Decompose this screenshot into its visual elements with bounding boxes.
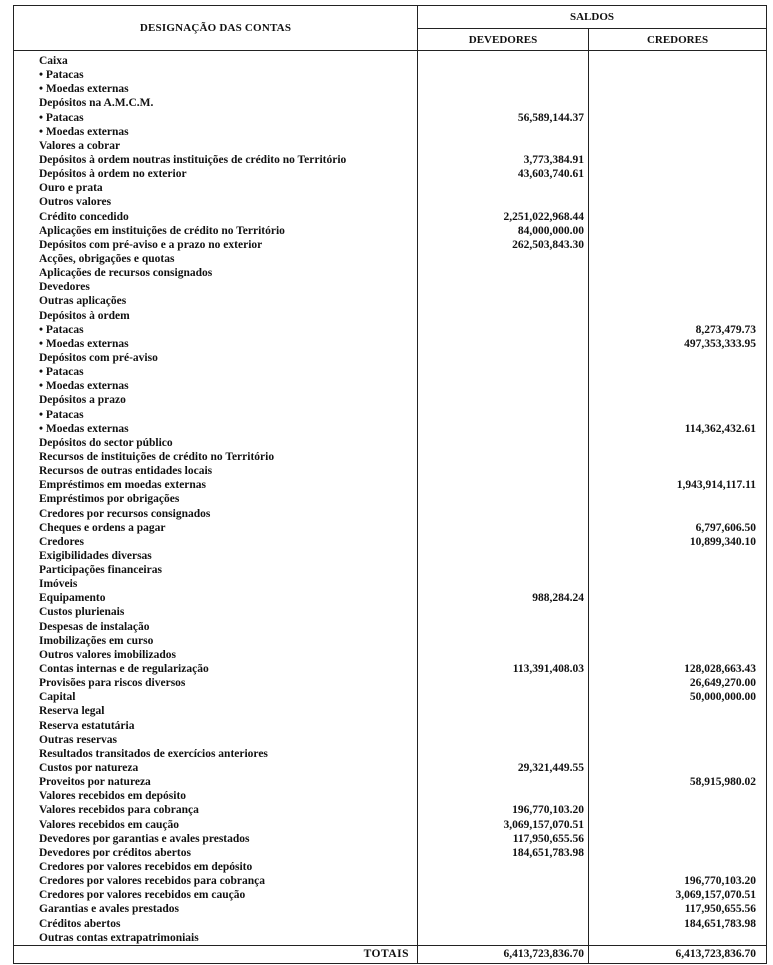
credit-value: 26,649,270.00 bbox=[589, 676, 767, 690]
table-row bbox=[14, 761, 767, 775]
account-label: Equipamento bbox=[14, 591, 418, 605]
credit-value bbox=[589, 379, 767, 393]
table-row bbox=[14, 733, 767, 747]
table-row bbox=[14, 393, 767, 407]
account-label: Imóveis bbox=[14, 577, 418, 591]
table-row bbox=[14, 337, 767, 351]
account-label: Aplicações de recursos consignados bbox=[14, 266, 418, 280]
credit-value bbox=[589, 365, 767, 379]
account-label: • Patacas bbox=[14, 111, 418, 125]
debit-value: 113,391,408.03 bbox=[418, 662, 589, 676]
table-row bbox=[14, 450, 767, 464]
debit-value bbox=[418, 902, 589, 916]
account-label: Despesas de instalação bbox=[14, 620, 418, 634]
credit-value bbox=[589, 450, 767, 464]
table-row bbox=[14, 832, 767, 846]
debit-value bbox=[418, 789, 589, 803]
table-row bbox=[14, 662, 767, 676]
table-row bbox=[14, 634, 767, 648]
table-row bbox=[14, 478, 767, 492]
credit-value bbox=[589, 648, 767, 662]
table-row bbox=[14, 917, 767, 931]
account-label: • Moedas externas bbox=[14, 337, 418, 351]
debit-value bbox=[418, 125, 589, 139]
balance-sheet bbox=[13, 5, 766, 961]
debit-value bbox=[418, 634, 589, 648]
account-label: Devedores por garantias e avales prestados bbox=[14, 832, 418, 846]
table-row bbox=[14, 747, 767, 761]
table-row bbox=[14, 535, 767, 549]
table-row bbox=[14, 323, 767, 337]
table-row bbox=[14, 379, 767, 393]
table-row bbox=[14, 238, 767, 252]
account-label: Crédito concedido bbox=[14, 210, 418, 224]
designation-header: DESIGNAÇÃO DAS CONTAS bbox=[14, 6, 418, 51]
account-label: Depósitos à ordem no exterior bbox=[14, 167, 418, 181]
account-label: Garantias e avales prestados bbox=[14, 902, 418, 916]
table-row bbox=[14, 719, 767, 733]
account-label: Empréstimos em moedas externas bbox=[14, 478, 418, 492]
account-label: Cheques e ordens a pagar bbox=[14, 521, 418, 535]
account-label: Custos plurienais bbox=[14, 605, 418, 619]
account-label: Resultados transitados de exercícios anteriores bbox=[14, 747, 418, 761]
credit-value bbox=[589, 309, 767, 323]
credit-value: 6,797,606.50 bbox=[589, 521, 767, 535]
credit-value bbox=[589, 634, 767, 648]
table-row bbox=[14, 125, 767, 139]
debit-value bbox=[418, 450, 589, 464]
credit-value bbox=[589, 846, 767, 860]
credit-value: 1,943,914,117.11 bbox=[589, 478, 767, 492]
credit-value bbox=[589, 549, 767, 563]
credit-value bbox=[589, 68, 767, 82]
credit-value bbox=[589, 153, 767, 167]
debit-value bbox=[418, 577, 589, 591]
table-row bbox=[14, 846, 767, 860]
debit-value bbox=[418, 492, 589, 506]
debit-value bbox=[418, 379, 589, 393]
debit-value bbox=[418, 351, 589, 365]
debit-header: DEVEDORES bbox=[418, 29, 589, 51]
credit-value bbox=[589, 719, 767, 733]
account-label: Contas internas e de regularização bbox=[14, 662, 418, 676]
credit-value bbox=[589, 139, 767, 153]
table-row bbox=[14, 775, 767, 789]
table-row bbox=[14, 82, 767, 96]
credit-value bbox=[589, 832, 767, 846]
table-row bbox=[14, 492, 767, 506]
debit-value bbox=[418, 690, 589, 704]
debit-value bbox=[418, 747, 589, 761]
table-row bbox=[14, 111, 767, 125]
table-row bbox=[14, 436, 767, 450]
account-label: Outras reservas bbox=[14, 733, 418, 747]
account-label: Custos por natureza bbox=[14, 761, 418, 775]
debit-value bbox=[418, 96, 589, 110]
account-rows bbox=[14, 51, 767, 946]
table-row bbox=[14, 704, 767, 718]
credit-value bbox=[589, 224, 767, 238]
credit-value: 196,770,103.20 bbox=[589, 874, 767, 888]
credit-value bbox=[589, 167, 767, 181]
balance-table bbox=[13, 5, 767, 964]
account-label: Imobilizações em curso bbox=[14, 634, 418, 648]
table-row bbox=[14, 648, 767, 662]
table-row bbox=[14, 577, 767, 591]
credit-value bbox=[589, 238, 767, 252]
table-row bbox=[14, 153, 767, 167]
table-row bbox=[14, 818, 767, 832]
debit-value: 3,069,157,070.51 bbox=[418, 818, 589, 832]
credit-value: 117,950,655.56 bbox=[589, 902, 767, 916]
account-label: Participações financeiras bbox=[14, 563, 418, 577]
account-label: Acções, obrigações e quotas bbox=[14, 252, 418, 266]
credit-value bbox=[589, 733, 767, 747]
table-row bbox=[14, 210, 767, 224]
credit-value bbox=[589, 82, 767, 96]
credit-value: 58,915,980.02 bbox=[589, 775, 767, 789]
account-label: • Moedas externas bbox=[14, 82, 418, 96]
debit-value bbox=[418, 507, 589, 521]
account-label: • Patacas bbox=[14, 408, 418, 422]
account-label: Depósitos a prazo bbox=[14, 393, 418, 407]
account-label: Ouro e prata bbox=[14, 181, 418, 195]
debit-value bbox=[418, 266, 589, 280]
debit-value bbox=[418, 195, 589, 209]
account-label: Depósitos na A.M.C.M. bbox=[14, 96, 418, 110]
account-label: Créditos abertos bbox=[14, 917, 418, 931]
debit-value bbox=[418, 620, 589, 634]
credit-value bbox=[589, 252, 767, 266]
credit-value bbox=[589, 181, 767, 195]
credit-value bbox=[589, 464, 767, 478]
account-label: Reserva estatutária bbox=[14, 719, 418, 733]
debit-value bbox=[418, 775, 589, 789]
debit-value bbox=[418, 704, 589, 718]
debit-value: 43,603,740.61 bbox=[418, 167, 589, 181]
account-label: Valores recebidos em caução bbox=[14, 818, 418, 832]
credit-value bbox=[589, 818, 767, 832]
debit-value bbox=[418, 521, 589, 535]
account-label: Provisões para riscos diversos bbox=[14, 676, 418, 690]
debit-value bbox=[418, 549, 589, 563]
table-row bbox=[14, 280, 767, 294]
table-row bbox=[14, 620, 767, 634]
table-row bbox=[14, 690, 767, 704]
credit-value bbox=[589, 860, 767, 874]
credit-value: 128,028,663.43 bbox=[589, 662, 767, 676]
credit-value bbox=[589, 210, 767, 224]
credit-value bbox=[589, 195, 767, 209]
debit-value bbox=[418, 365, 589, 379]
credit-value bbox=[589, 266, 767, 280]
debit-value bbox=[418, 874, 589, 888]
debit-value bbox=[418, 719, 589, 733]
credit-value: 497,353,333.95 bbox=[589, 337, 767, 351]
account-label: Empréstimos por obrigações bbox=[14, 492, 418, 506]
credit-value bbox=[589, 789, 767, 803]
credit-value bbox=[589, 51, 767, 69]
credit-value bbox=[589, 563, 767, 577]
credit-value bbox=[589, 591, 767, 605]
table-row bbox=[14, 68, 767, 82]
table-row bbox=[14, 422, 767, 436]
table-row bbox=[14, 294, 767, 308]
debit-value bbox=[418, 931, 589, 946]
totals-label: TOTAIS bbox=[14, 945, 418, 963]
account-label: Aplicações em instituições de crédito no Território bbox=[14, 224, 418, 238]
account-label: Depósitos do sector público bbox=[14, 436, 418, 450]
account-label: Valores recebidos para cobrança bbox=[14, 803, 418, 817]
debit-value: 3,773,384.91 bbox=[418, 153, 589, 167]
table-row bbox=[14, 591, 767, 605]
debit-value bbox=[418, 860, 589, 874]
account-label: Caixa bbox=[14, 51, 418, 69]
table-row bbox=[14, 605, 767, 619]
account-label: Exigibilidades diversas bbox=[14, 549, 418, 563]
table-row bbox=[14, 521, 767, 535]
table-row bbox=[14, 252, 767, 266]
table-row bbox=[14, 676, 767, 690]
account-label: Outros valores bbox=[14, 195, 418, 209]
account-label: Recursos de outras entidades locais bbox=[14, 464, 418, 478]
credit-value bbox=[589, 294, 767, 308]
account-label: Depósitos à ordem bbox=[14, 309, 418, 323]
credit-value: 8,273,479.73 bbox=[589, 323, 767, 337]
credit-value: 184,651,783.98 bbox=[589, 917, 767, 931]
credit-header: CREDORES bbox=[589, 29, 767, 51]
account-label: Outros valores imobilizados bbox=[14, 648, 418, 662]
table-row bbox=[14, 563, 767, 577]
credit-value bbox=[589, 931, 767, 946]
credit-value bbox=[589, 351, 767, 365]
debit-value: 988,284.24 bbox=[418, 591, 589, 605]
table-row bbox=[14, 902, 767, 916]
credit-value bbox=[589, 125, 767, 139]
debit-value bbox=[418, 422, 589, 436]
credit-value bbox=[589, 280, 767, 294]
debit-value bbox=[418, 337, 589, 351]
account-label: Reserva legal bbox=[14, 704, 418, 718]
debit-value: 29,321,449.55 bbox=[418, 761, 589, 775]
credit-value bbox=[589, 111, 767, 125]
credit-value bbox=[589, 761, 767, 775]
debit-value bbox=[418, 733, 589, 747]
account-label: • Patacas bbox=[14, 365, 418, 379]
debit-value: 196,770,103.20 bbox=[418, 803, 589, 817]
table-row bbox=[14, 464, 767, 478]
debit-value: 56,589,144.37 bbox=[418, 111, 589, 125]
totals-debit: 6,413,723,836.70 bbox=[418, 945, 589, 963]
table-row bbox=[14, 266, 767, 280]
debit-value: 2,251,022,968.44 bbox=[418, 210, 589, 224]
credit-value bbox=[589, 747, 767, 761]
credit-value bbox=[589, 803, 767, 817]
debit-value bbox=[418, 436, 589, 450]
credit-value: 3,069,157,070.51 bbox=[589, 888, 767, 902]
account-label: Depósitos com pré-aviso bbox=[14, 351, 418, 365]
debit-value bbox=[418, 280, 589, 294]
account-label: Devedores bbox=[14, 280, 418, 294]
table-row bbox=[14, 507, 767, 521]
debit-value bbox=[418, 605, 589, 619]
account-label: Credores por recursos consignados bbox=[14, 507, 418, 521]
table-row bbox=[14, 931, 767, 946]
account-label: • Patacas bbox=[14, 323, 418, 337]
balances-header: SALDOS bbox=[418, 6, 767, 29]
table-row bbox=[14, 408, 767, 422]
debit-value bbox=[418, 51, 589, 69]
credit-value bbox=[589, 704, 767, 718]
debit-value bbox=[418, 82, 589, 96]
table-row bbox=[14, 789, 767, 803]
credit-value bbox=[589, 436, 767, 450]
debit-value bbox=[418, 139, 589, 153]
account-label: Valores recebidos em depósito bbox=[14, 789, 418, 803]
credit-value: 10,899,340.10 bbox=[589, 535, 767, 549]
debit-value bbox=[418, 309, 589, 323]
debit-value bbox=[418, 323, 589, 337]
debit-value bbox=[418, 563, 589, 577]
account-label: Credores por valores recebidos em depósito bbox=[14, 860, 418, 874]
debit-value bbox=[418, 888, 589, 902]
table-row bbox=[14, 51, 767, 69]
account-label: Depósitos à ordem noutras instituições de crédito no Território bbox=[14, 153, 418, 167]
debit-value: 117,950,655.56 bbox=[418, 832, 589, 846]
totals-row bbox=[14, 945, 767, 963]
table-row bbox=[14, 874, 767, 888]
credit-value bbox=[589, 577, 767, 591]
credit-value: 114,362,432.61 bbox=[589, 422, 767, 436]
account-label: • Patacas bbox=[14, 68, 418, 82]
table-row bbox=[14, 224, 767, 238]
credit-value bbox=[589, 408, 767, 422]
table-row bbox=[14, 803, 767, 817]
account-label: Devedores por créditos abertos bbox=[14, 846, 418, 860]
debit-value bbox=[418, 181, 589, 195]
account-label: Credores bbox=[14, 535, 418, 549]
account-label: Credores por valores recebidos em caução bbox=[14, 888, 418, 902]
credit-value bbox=[589, 492, 767, 506]
account-label: Capital bbox=[14, 690, 418, 704]
table-row bbox=[14, 860, 767, 874]
table-row bbox=[14, 549, 767, 563]
table-row bbox=[14, 167, 767, 181]
debit-value bbox=[418, 408, 589, 422]
debit-value: 262,503,843.30 bbox=[418, 238, 589, 252]
totals-credit: 6,413,723,836.70 bbox=[589, 945, 767, 963]
account-label: Valores a cobrar bbox=[14, 139, 418, 153]
debit-value bbox=[418, 478, 589, 492]
account-label: Outras aplicações bbox=[14, 294, 418, 308]
debit-value bbox=[418, 294, 589, 308]
debit-value bbox=[418, 648, 589, 662]
debit-value bbox=[418, 917, 589, 931]
account-label: Recursos de instituições de crédito no Território bbox=[14, 450, 418, 464]
debit-value bbox=[418, 68, 589, 82]
table-row bbox=[14, 351, 767, 365]
credit-value bbox=[589, 620, 767, 634]
account-label: Depósitos com pré-aviso e a prazo no exterior bbox=[14, 238, 418, 252]
account-label: • Moedas externas bbox=[14, 125, 418, 139]
table-row bbox=[14, 181, 767, 195]
debit-value bbox=[418, 535, 589, 549]
credit-value bbox=[589, 393, 767, 407]
account-label: Outras contas extrapatrimoniais bbox=[14, 931, 418, 946]
table-row bbox=[14, 96, 767, 110]
credit-value bbox=[589, 507, 767, 521]
credit-value bbox=[589, 96, 767, 110]
table-row bbox=[14, 888, 767, 902]
account-label: Proveitos por natureza bbox=[14, 775, 418, 789]
table-row bbox=[14, 365, 767, 379]
account-label: Credores por valores recebidos para cobrança bbox=[14, 874, 418, 888]
debit-value: 184,651,783.98 bbox=[418, 846, 589, 860]
credit-value bbox=[589, 605, 767, 619]
debit-value bbox=[418, 676, 589, 690]
account-label: • Moedas externas bbox=[14, 379, 418, 393]
debit-value bbox=[418, 464, 589, 478]
debit-value bbox=[418, 252, 589, 266]
table-row bbox=[14, 309, 767, 323]
credit-value: 50,000,000.00 bbox=[589, 690, 767, 704]
table-row bbox=[14, 195, 767, 209]
debit-value bbox=[418, 393, 589, 407]
debit-value: 84,000,000.00 bbox=[418, 224, 589, 238]
table-row bbox=[14, 139, 767, 153]
account-label: • Moedas externas bbox=[14, 422, 418, 436]
